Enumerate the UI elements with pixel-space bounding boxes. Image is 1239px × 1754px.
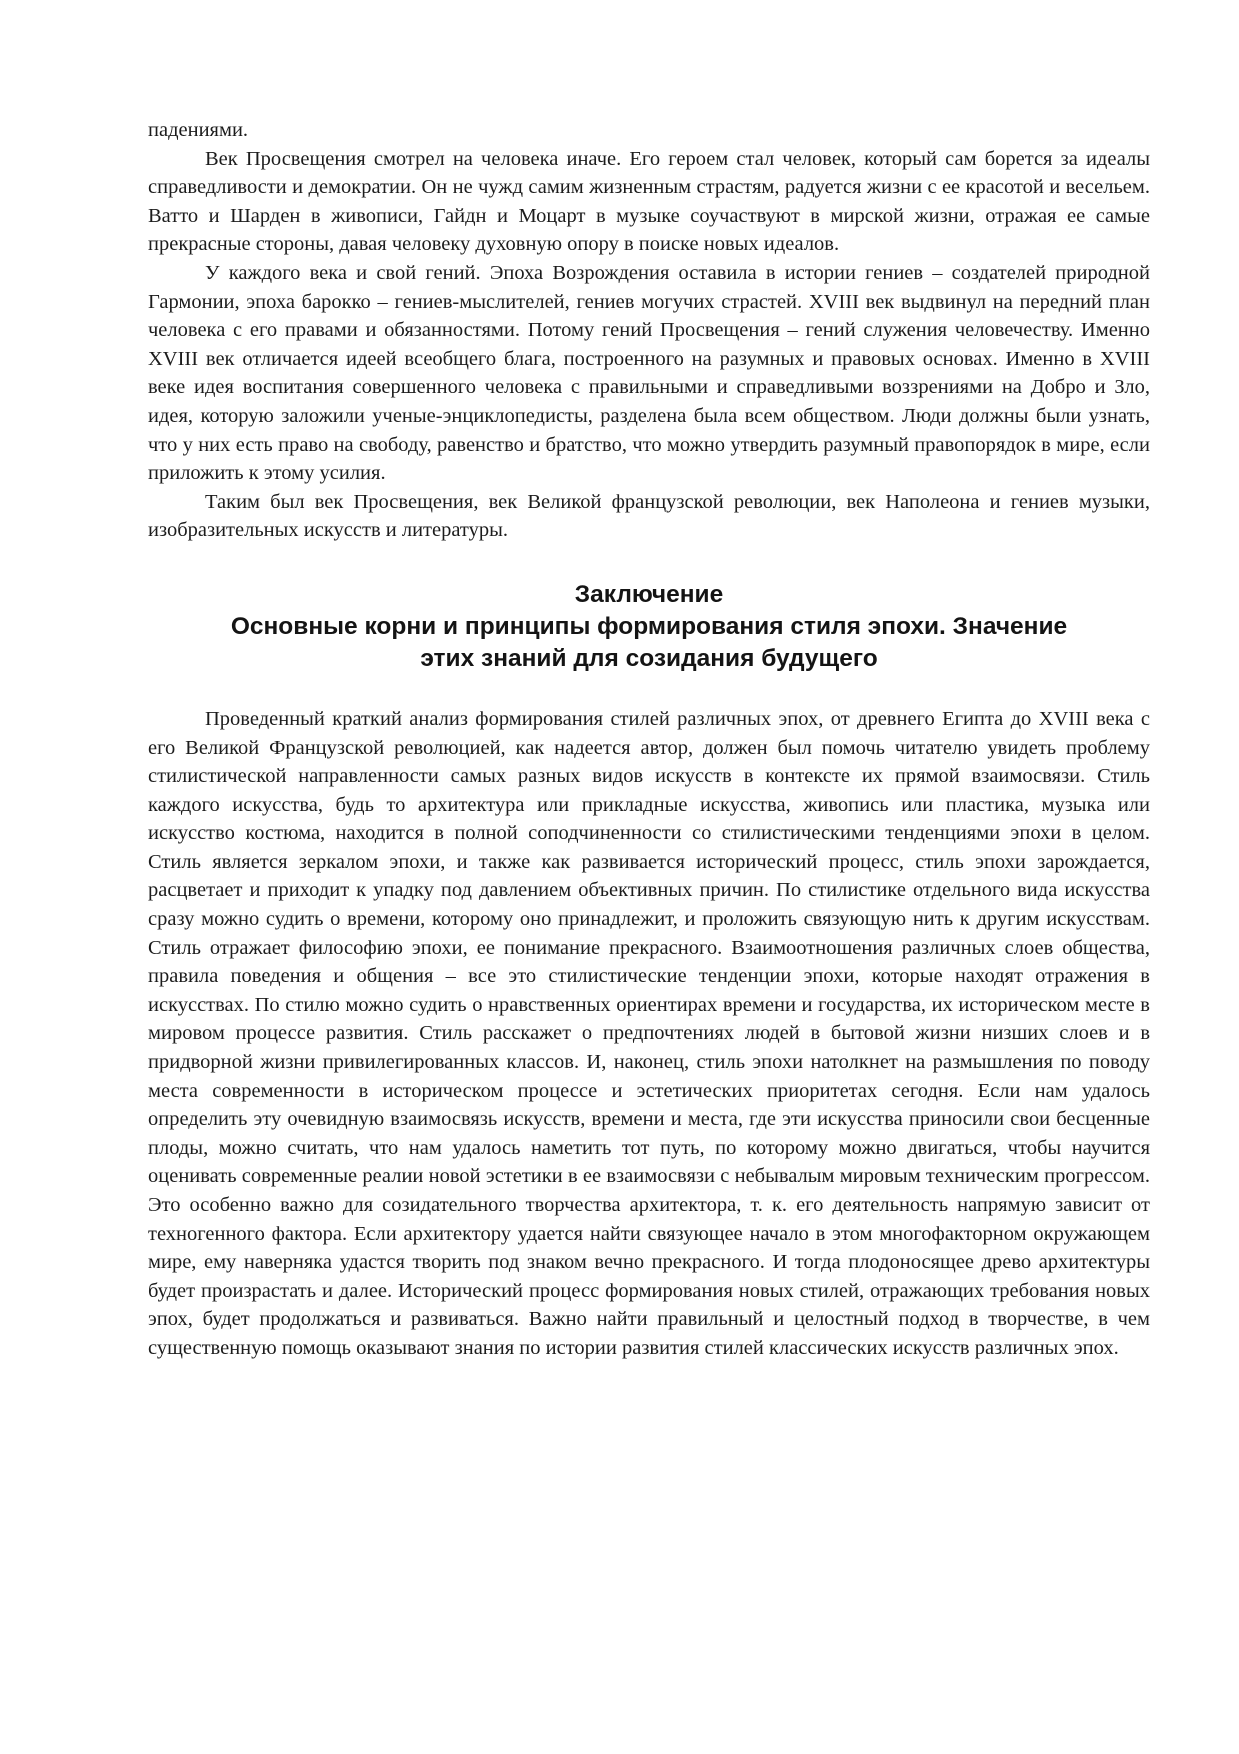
paragraph-age-summary: Таким был век Просвещения, век Великой французской революции, век Наполеона и гениев музыки, изобразительных искусств и литературы.: [148, 490, 1150, 542]
paragraph-genius-of-age: У каждого века и свой гений. Эпоха Возрождения оставила в истории гениев – создателей природной Гармонии, эпоха барокко – гениев-мыслителей, гениев могучих страстей. XVIII век выдвинул на передний план человека с его правами и обязанностями. Потому гений Просвещения – гений служения человечеству. Именно XVIII век отличается идеей всеобщего блага, построенного на разумных и правовых основах. Именно в XVIII веке идея воспитания совершенного человека с правильными и справедливыми воззрениями на Добро и Зло, идея, которую заложили ученые-энциклопедисты, разделена была всем обществом. Люди должны были узнать, что у них есть право на свободу, равенство и братство, что можно утвердить разумный правопорядок в мире, если приложить к этому усилия.: [148, 261, 1150, 485]
section-heading: [148, 579, 1150, 675]
document-page: [148, 116, 1150, 1363]
paragraph-fragment: падениями.: [148, 119, 249, 141]
paragraph-enlightenment-hero: Век Просвещения смотрел на человека иначе. Его героем стал человек, который сам борется за идеалы справедливости и демократии. Он не чужд самим жизненным страстям, радуется жизни с ее красотой и весельем. Ватто и Шарден в живописи, Гайдн и Моцарт в музыке соучаствуют в мирской жизни, отражая ее самые прекрасные стороны, давая человеку духовную опору в поиске новых идеалов.: [148, 147, 1150, 256]
heading-subtitle-line1: Основные корни и принципы формирования стиля эпохи. Значение: [230, 612, 1068, 640]
heading-conclusion: Заключение: [574, 580, 724, 608]
heading-subtitle-line2: этих знаний для созидания будущего: [420, 644, 878, 672]
paragraph-conclusion: Проведенный краткий анализ формирования стилей различных эпох, от древнего Египта до XVIII века с его Великой Французской революцией, как надеется автор, должен был помочь читателю увидеть проблему стилистической направленности самых разных видов искусств в контексте их прямой взаимосвязи. Стиль каждого искусства, будь то архитектура или прикладные искусства, живопись или пластика, музыка или искусство костюма, находится в полной соподчиненности со стилистическими тенденциями эпохи в целом. Стиль является зеркалом эпохи, и также как развивается исторический процесс, стиль эпохи зарождается, расцветает и приходит к упадку под давлением объективных причин. По стилистике отдельного вида искусства сразу можно судить о времени, которому оно принадлежит, и проложить связующую нить к другим искусствам. Стиль отражает философию эпохи, ее понимание прекрасного. Взаимоотношения различных слоев общества, правила поведения и общения – все это стилистические тенденции эпохи, которые находят отражения в искусствах. По стилю можно судить о нравственных ориентирах времени и государства, их историческом месте в мировом процессе развития. Стиль расскажет о предпочтениях людей в бытовой жизни низших слоев и в придворной жизни привилегированных классов. И, наконец, стиль эпохи натолкнет на размышления по поводу места современности в историческом процессе и эстетических приоритетах сегодня. Если нам удалось определить эту очевидную взаимосвязь искусств, времени и места, где эти искусства приносили свои бесценные плоды, можно считать, что нам удалось наметить тот путь, по которому можно двигаться, чтобы научится оценивать современные реалии новой эстетики в ее взаимосвязи с небывалым мировым техническим прогрессом. Это особенно важно для созидательного творчества архитектора, т. к. его деятельность напрямую зависит от техногенного фактора. Если архитектору удается найти связующее начало в этом многофакторном окружающем мире, ему наверняка удастся творить под знаком вечно прекрасного. И тогда плодоносящее древо архитектуры будет произрастать и далее. Исторический процесс формирования новых стилей, отражающих требования новых эпох, будет продолжаться и развиваться. Важно найти правильный и целостный подход в творчестве, в чем существенную помощь оказывают знания по истории развития стилей классических искусств различных эпох.: [148, 707, 1150, 1359]
